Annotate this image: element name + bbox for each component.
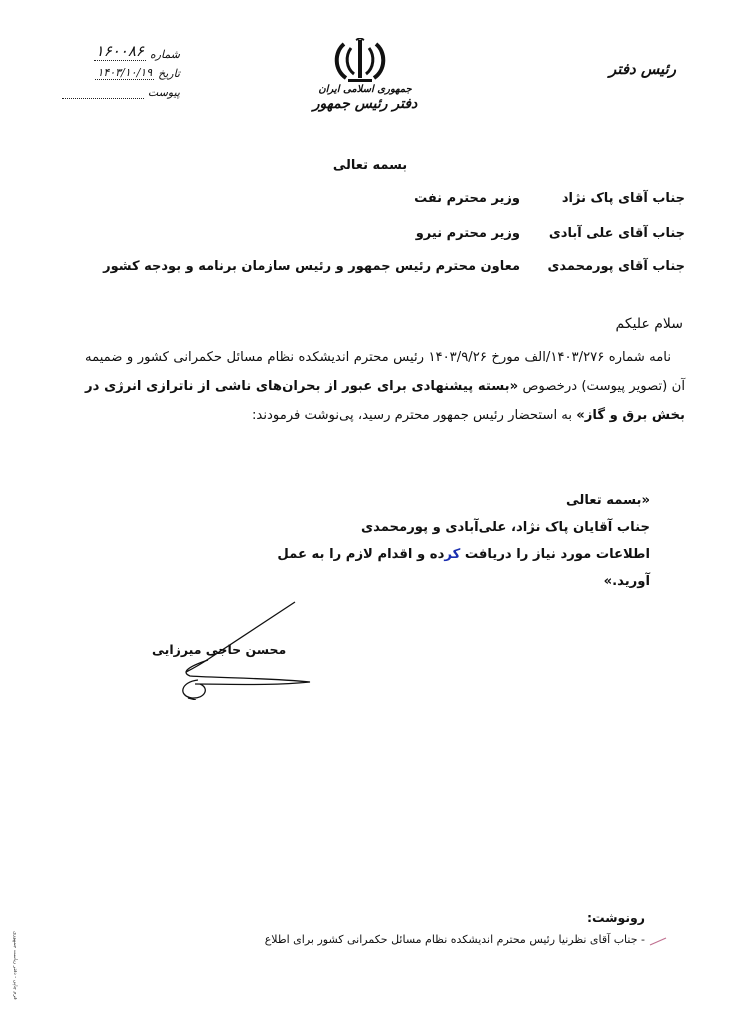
greeting: سلام علیکم [615,316,683,332]
president-note [230,487,650,595]
serial-attachment-row [30,80,180,99]
serial-date-row [30,61,180,80]
letter-body-paragraph [85,343,685,430]
country-line: جمهوری اسلامی ایران [318,84,412,95]
addressee-name: جناب آقای پاک نژاد [561,191,685,206]
serial-date-label: تاریخ [158,67,180,80]
addressee-row [103,259,685,274]
addressee-title: وزیر محترم نیرو [415,226,520,241]
addressee-row [416,226,685,241]
body-text-part2: به استحضار رئیس جمهور محترم رسید، پی‌نوشت فرمودند: [251,408,577,423]
serial-date-value: ۱۴۰۳/۱۰/۱۹ [97,66,153,79]
cc-title: رونوشت: [586,910,645,925]
office-line: دفتر رئیس جمهور [312,96,418,112]
letterhead [300,84,430,112]
margin-note: فرم چاپی - دفتر ریاست جمهوری [12,931,18,1000]
serial-attachment-value [62,88,144,99]
addressee-title: معاون محترم رئیس جمهور و رئیس سازمان برنامه و بودجه کشور [103,259,520,274]
iran-emblem-icon [330,38,390,84]
addressee-title: وزیر محترم نفت [414,191,520,206]
serial-block [30,42,180,99]
note-instruction [230,541,650,595]
note-basmala: «بسمه تعالی [566,493,650,508]
serial-number-value: ۱۶۰۰۸۶ [95,42,144,60]
cc-recipient: - جناب آقای نظرنیا رئیس محترم اندیشکده نظام مسائل حکمرانی کشور برای اطلاع [264,933,645,946]
basmala-heading: بسمه تعالی [332,158,408,173]
addressee-name: جناب آقای پورمحمدی [547,259,685,274]
note-instruction-b: ده و اقدام لازم را به عمل آورید.» [277,547,650,589]
body-text-part1: نامه شماره ۱۴۰۳/۲۷۶/الف مورخ ۱۴۰۳/۹/۲۶ رئیس محترم اندیشکده نظام مسائل حکمرانی کشور و ضمیمه آن (تصویر پیوست) درخصوص [85,350,685,394]
addressee-name: جناب آقای علی آبادی [548,226,685,241]
note-instruction-a: اطلاعات مورد نیاز را دریافت [460,547,650,562]
signer-name: محسن حاجی میرزایی [152,642,287,657]
note-instruction-highlight: کر [444,547,461,562]
serial-number-row [30,42,180,61]
serial-number-label: شماره [149,48,180,61]
body-text-subject: «بسته پیشنهادی برای عبور از بحران‌های ناشی از ناترازی انرژی در بخش برق و گاز» [85,379,685,423]
check-mark-icon [648,936,668,946]
office-title: رئیس دفتر [609,60,676,78]
note-addressees: جناب آقایان پاک نژاد، علی‌آبادی و پورمحمدی [361,520,650,535]
addressee-row [414,191,685,206]
serial-attachment-label: پیوست [147,86,180,99]
letter-body [85,343,685,430]
